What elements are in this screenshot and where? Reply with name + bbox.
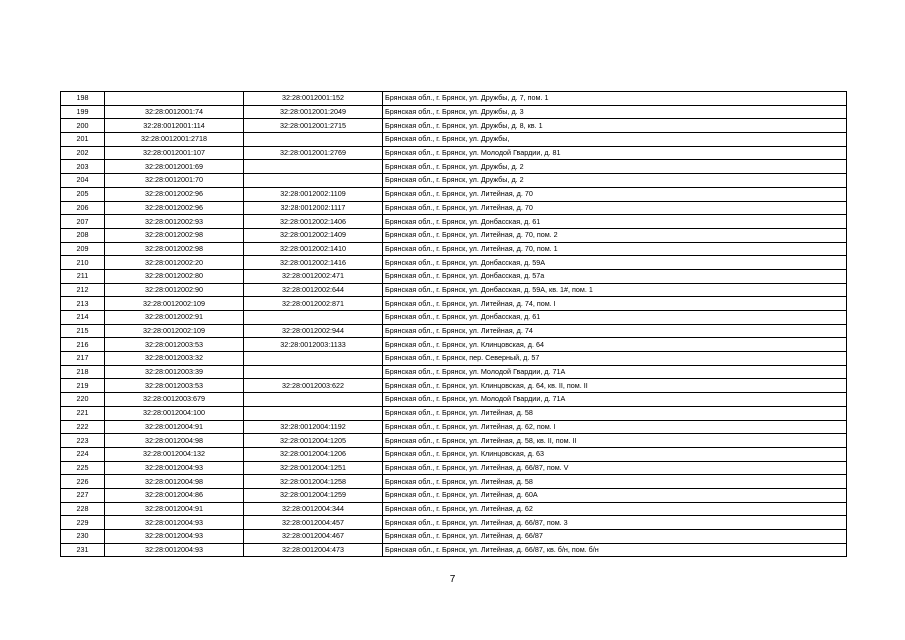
row-number-cell: 219 xyxy=(61,379,105,393)
address-cell: Брянская обл., г. Брянск, ул. Донбасская, д. 59А, кв. 1#, пом. 1 xyxy=(383,283,847,297)
row-number-cell: 205 xyxy=(61,187,105,201)
table-row xyxy=(61,105,847,119)
object-cadastral-number-cell: 32:28:0012004:467 xyxy=(244,530,383,544)
table-row xyxy=(61,530,847,544)
land-cadastral-number-cell: 32:28:0012002:93 xyxy=(105,215,244,229)
land-cadastral-number-cell: 32:28:0012001:70 xyxy=(105,174,244,188)
object-cadastral-number-cell xyxy=(244,393,383,407)
address-cell: Брянская обл., г. Брянск, ул. Литейная, д. 74, пом. I xyxy=(383,297,847,311)
land-cadastral-number-cell: 32:28:0012002:109 xyxy=(105,297,244,311)
table-row xyxy=(61,133,847,147)
row-number-cell: 203 xyxy=(61,160,105,174)
land-cadastral-number-cell: 32:28:0012002:96 xyxy=(105,187,244,201)
land-cadastral-number-cell: 32:28:0012002:96 xyxy=(105,201,244,215)
land-cadastral-number-cell: 32:28:0012002:91 xyxy=(105,311,244,325)
address-cell: Брянская обл., г. Брянск, ул. Литейная, д. 70, пом. 1 xyxy=(383,242,847,256)
row-number-cell: 226 xyxy=(61,475,105,489)
row-number-cell: 201 xyxy=(61,133,105,147)
object-cadastral-number-cell: 32:28:0012002:944 xyxy=(244,324,383,338)
table-row xyxy=(61,297,847,311)
land-cadastral-number-cell: 32:28:0012003:53 xyxy=(105,338,244,352)
land-cadastral-number-cell: 32:28:0012002:20 xyxy=(105,256,244,270)
row-number-cell: 218 xyxy=(61,365,105,379)
table-row xyxy=(61,406,847,420)
land-cadastral-number-cell: 32:28:0012004:93 xyxy=(105,543,244,557)
table-row xyxy=(61,475,847,489)
address-cell: Брянская обл., г. Брянск, ул. Литейная, д. 58 xyxy=(383,406,847,420)
row-number-cell: 229 xyxy=(61,516,105,530)
table-row xyxy=(61,119,847,133)
land-cadastral-number-cell: 32:28:0012002:80 xyxy=(105,269,244,283)
row-number-cell: 223 xyxy=(61,434,105,448)
table-row xyxy=(61,324,847,338)
object-cadastral-number-cell xyxy=(244,133,383,147)
object-cadastral-number-cell: 32:28:0012004:1206 xyxy=(244,447,383,461)
object-cadastral-number-cell xyxy=(244,352,383,366)
land-cadastral-number-cell: 32:28:0012003:32 xyxy=(105,352,244,366)
address-cell: Брянская обл., г. Брянск, ул. Литейная, д. 58, кв. II, пом. II xyxy=(383,434,847,448)
table-row xyxy=(61,516,847,530)
row-number-cell: 212 xyxy=(61,283,105,297)
land-cadastral-number-cell: 32:28:0012003:53 xyxy=(105,379,244,393)
row-number-cell: 221 xyxy=(61,406,105,420)
row-number-cell: 204 xyxy=(61,174,105,188)
address-cell: Брянская обл., г. Брянск, пер. Северный, д. 57 xyxy=(383,352,847,366)
object-cadastral-number-cell: 32:28:0012001:152 xyxy=(244,92,383,106)
table-row xyxy=(61,543,847,557)
address-cell: Брянская обл., г. Брянск, ул. Дружбы, д. 2 xyxy=(383,174,847,188)
address-cell: Брянская обл., г. Брянск, ул. Донбасская, д. 61 xyxy=(383,311,847,325)
object-cadastral-number-cell: 32:28:0012003:1133 xyxy=(244,338,383,352)
address-cell: Брянская обл., г. Брянск, ул. Дружбы, д. 8, кв. 1 xyxy=(383,119,847,133)
object-cadastral-number-cell: 32:28:0012004:1251 xyxy=(244,461,383,475)
object-cadastral-number-cell: 32:28:0012002:1416 xyxy=(244,256,383,270)
address-cell: Брянская обл., г. Брянск, ул. Литейная, д. 66/87, кв. б/н, пом. б/н xyxy=(383,543,847,557)
table-row xyxy=(61,379,847,393)
table-row xyxy=(61,311,847,325)
object-cadastral-number-cell: 32:28:0012001:2769 xyxy=(244,146,383,160)
object-cadastral-number-cell: 32:28:0012004:473 xyxy=(244,543,383,557)
land-cadastral-number-cell: 32:28:0012001:69 xyxy=(105,160,244,174)
row-number-cell: 213 xyxy=(61,297,105,311)
row-number-cell: 227 xyxy=(61,488,105,502)
object-cadastral-number-cell: 32:28:0012002:1109 xyxy=(244,187,383,201)
address-cell: Брянская обл., г. Брянск, ул. Донбасская, д. 57а xyxy=(383,269,847,283)
row-number-cell: 220 xyxy=(61,393,105,407)
object-cadastral-number-cell: 32:28:0012002:1406 xyxy=(244,215,383,229)
land-cadastral-number-cell: 32:28:0012004:93 xyxy=(105,530,244,544)
address-cell: Брянская обл., г. Брянск, ул. Дружбы, д. 7, пом. 1 xyxy=(383,92,847,106)
object-cadastral-number-cell xyxy=(244,311,383,325)
address-cell: Брянская обл., г. Брянск, ул. Дружбы, д. 3 xyxy=(383,105,847,119)
row-number-cell: 207 xyxy=(61,215,105,229)
land-cadastral-number-cell: 32:28:0012001:107 xyxy=(105,146,244,160)
address-cell: Брянская обл., г. Брянск, ул. Литейная, д. 74 xyxy=(383,324,847,338)
object-cadastral-number-cell: 32:28:0012002:471 xyxy=(244,269,383,283)
page-number: 7 xyxy=(449,574,456,585)
object-cadastral-number-cell xyxy=(244,365,383,379)
row-number-cell: 217 xyxy=(61,352,105,366)
object-cadastral-number-cell: 32:28:0012002:1117 xyxy=(244,201,383,215)
table-row xyxy=(61,365,847,379)
table-row xyxy=(61,283,847,297)
address-cell: Брянская обл., г. Брянск, ул. Донбасская, д. 59А xyxy=(383,256,847,270)
land-cadastral-number-cell: 32:28:0012004:98 xyxy=(105,434,244,448)
row-number-cell: 230 xyxy=(61,530,105,544)
object-cadastral-number-cell: 32:28:0012002:1409 xyxy=(244,228,383,242)
object-cadastral-number-cell: 32:28:0012002:644 xyxy=(244,283,383,297)
address-cell: Брянская обл., г. Брянск, ул. Литейная, д. 62 xyxy=(383,502,847,516)
table-row xyxy=(61,352,847,366)
row-number-cell: 231 xyxy=(61,543,105,557)
address-cell: Брянская обл., г. Брянск, ул. Клинцовская, д. 64 xyxy=(383,338,847,352)
object-cadastral-number-cell: 32:28:0012002:871 xyxy=(244,297,383,311)
row-number-cell: 215 xyxy=(61,324,105,338)
land-cadastral-number-cell: 32:28:0012004:98 xyxy=(105,475,244,489)
land-cadastral-number-cell: 32:28:0012004:91 xyxy=(105,420,244,434)
address-cell: Брянская обл., г. Брянск, ул. Литейная, д. 70, пом. 2 xyxy=(383,228,847,242)
object-cadastral-number-cell: 32:28:0012004:1258 xyxy=(244,475,383,489)
table-row xyxy=(61,160,847,174)
address-cell: Брянская обл., г. Брянск, ул. Дружбы, д. 2 xyxy=(383,160,847,174)
row-number-cell: 210 xyxy=(61,256,105,270)
object-cadastral-number-cell xyxy=(244,160,383,174)
table-row xyxy=(61,338,847,352)
table-row xyxy=(61,420,847,434)
row-number-cell: 216 xyxy=(61,338,105,352)
row-number-cell: 214 xyxy=(61,311,105,325)
object-cadastral-number-cell: 32:28:0012002:1410 xyxy=(244,242,383,256)
land-cadastral-number-cell: 32:28:0012002:90 xyxy=(105,283,244,297)
address-cell: Брянская обл., г. Брянск, ул. Дружбы, xyxy=(383,133,847,147)
table-row xyxy=(61,256,847,270)
address-cell: Брянская обл., г. Брянск, ул. Литейная, д. 66/87, пом. 3 xyxy=(383,516,847,530)
table-row xyxy=(61,269,847,283)
address-cell: Брянская обл., г. Брянск, ул. Клинцовская, д. 63 xyxy=(383,447,847,461)
table-row xyxy=(61,393,847,407)
table-row xyxy=(61,502,847,516)
land-cadastral-number-cell: 32:28:0012002:109 xyxy=(105,324,244,338)
object-cadastral-number-cell: 32:28:0012004:1192 xyxy=(244,420,383,434)
row-number-cell: 209 xyxy=(61,242,105,256)
object-cadastral-number-cell xyxy=(244,174,383,188)
row-number-cell: 198 xyxy=(61,92,105,106)
object-cadastral-number-cell: 32:28:0012003:622 xyxy=(244,379,383,393)
address-cell: Брянская обл., г. Брянск, ул. Литейная, д. 60А xyxy=(383,488,847,502)
table-row xyxy=(61,488,847,502)
table-row xyxy=(61,228,847,242)
row-number-cell: 225 xyxy=(61,461,105,475)
table-body xyxy=(61,92,847,557)
land-cadastral-number-cell: 32:28:0012003:679 xyxy=(105,393,244,407)
row-number-cell: 199 xyxy=(61,105,105,119)
object-cadastral-number-cell: 32:28:0012004:1205 xyxy=(244,434,383,448)
row-number-cell: 202 xyxy=(61,146,105,160)
object-cadastral-number-cell: 32:28:0012001:2049 xyxy=(244,105,383,119)
object-cadastral-number-cell xyxy=(244,406,383,420)
address-cell: Брянская обл., г. Брянск, ул. Литейная, д. 66/87 xyxy=(383,530,847,544)
address-cell: Брянская обл., г. Брянск, ул. Литейная, д. 70 xyxy=(383,201,847,215)
land-cadastral-number-cell: 32:28:0012004:91 xyxy=(105,502,244,516)
row-number-cell: 200 xyxy=(61,119,105,133)
object-cadastral-number-cell: 32:28:0012004:1259 xyxy=(244,488,383,502)
table-row xyxy=(61,174,847,188)
address-cell: Брянская обл., г. Брянск, ул. Клинцовская, д. 64, кв. II, пом. II xyxy=(383,379,847,393)
land-cadastral-number-cell: 32:28:0012001:114 xyxy=(105,119,244,133)
object-cadastral-number-cell: 32:28:0012004:344 xyxy=(244,502,383,516)
object-cadastral-number-cell: 32:28:0012004:457 xyxy=(244,516,383,530)
table-row xyxy=(61,434,847,448)
land-cadastral-number-cell: 32:28:0012002:98 xyxy=(105,228,244,242)
row-number-cell: 206 xyxy=(61,201,105,215)
table-row xyxy=(61,447,847,461)
land-cadastral-number-cell: 32:28:0012004:93 xyxy=(105,461,244,475)
address-cell: Брянская обл., г. Брянск, ул. Литейная, д. 66/87, пом. V xyxy=(383,461,847,475)
row-number-cell: 222 xyxy=(61,420,105,434)
address-cell: Брянская обл., г. Брянск, ул. Молодой Гвардии, д. 71А xyxy=(383,393,847,407)
land-cadastral-number-cell: 32:28:0012004:100 xyxy=(105,406,244,420)
table-row xyxy=(61,146,847,160)
address-cell: Брянская обл., г. Брянск, ул. Донбасская, д. 61 xyxy=(383,215,847,229)
table-row xyxy=(61,201,847,215)
land-cadastral-number-cell: 32:28:0012001:2718 xyxy=(105,133,244,147)
address-cell: Брянская обл., г. Брянск, ул. Молодой Гвардии, д. 81 xyxy=(383,146,847,160)
object-cadastral-number-cell: 32:28:0012001:2715 xyxy=(244,119,383,133)
land-cadastral-number-cell: 32:28:0012004:93 xyxy=(105,516,244,530)
row-number-cell: 228 xyxy=(61,502,105,516)
address-cell: Брянская обл., г. Брянск, ул. Литейная, д. 58 xyxy=(383,475,847,489)
address-cell: Брянская обл., г. Брянск, ул. Молодой Гвардии, д. 71А xyxy=(383,365,847,379)
row-number-cell: 224 xyxy=(61,447,105,461)
table-row xyxy=(61,187,847,201)
row-number-cell: 211 xyxy=(61,269,105,283)
table-row xyxy=(61,242,847,256)
cadastral-table xyxy=(60,91,847,557)
table-row xyxy=(61,92,847,106)
table-row xyxy=(61,461,847,475)
address-cell: Брянская обл., г. Брянск, ул. Литейная, д. 70 xyxy=(383,187,847,201)
land-cadastral-number-cell: 32:28:0012004:132 xyxy=(105,447,244,461)
land-cadastral-number-cell: 32:28:0012001:74 xyxy=(105,105,244,119)
land-cadastral-number-cell: 32:28:0012004:86 xyxy=(105,488,244,502)
land-cadastral-number-cell: 32:28:0012002:98 xyxy=(105,242,244,256)
land-cadastral-number-cell xyxy=(105,92,244,106)
row-number-cell: 208 xyxy=(61,228,105,242)
address-cell: Брянская обл., г. Брянск, ул. Литейная, д. 62, пом. I xyxy=(383,420,847,434)
land-cadastral-number-cell: 32:28:0012003:39 xyxy=(105,365,244,379)
table-row xyxy=(61,215,847,229)
